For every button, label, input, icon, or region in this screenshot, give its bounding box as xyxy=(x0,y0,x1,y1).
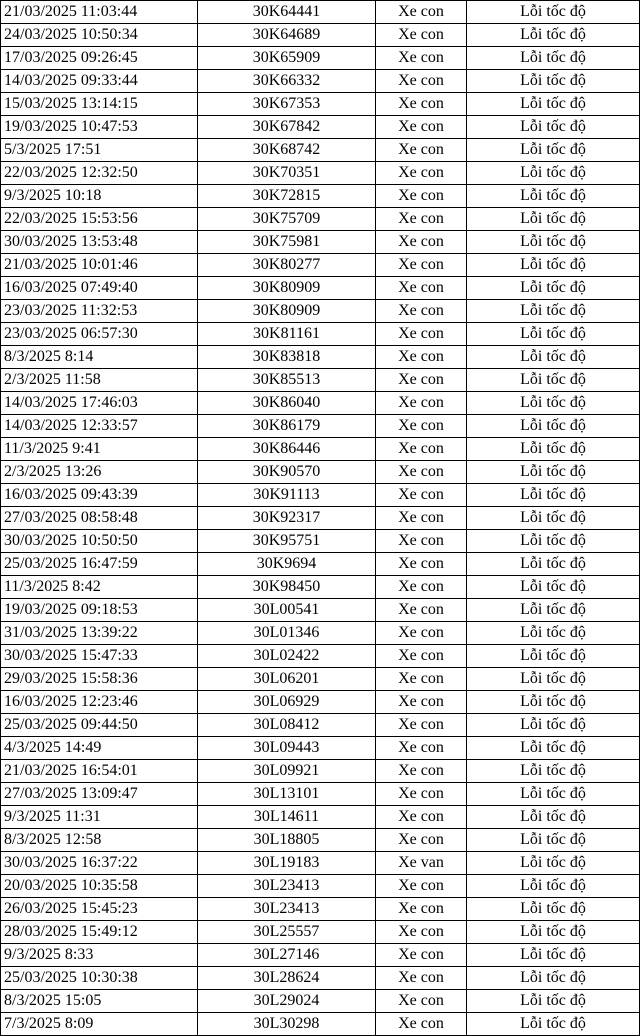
table-row xyxy=(1,461,640,484)
license-plate-cell: 30K75709 xyxy=(198,208,376,231)
violation-type-cell: Lỗi tốc độ xyxy=(467,622,640,645)
license-plate-cell: 30K65909 xyxy=(198,47,376,70)
timestamp-cell: 8/3/2025 8:14 xyxy=(1,346,198,369)
license-plate-cell: 30K95751 xyxy=(198,530,376,553)
license-plate-cell: 30L23413 xyxy=(198,898,376,921)
violation-type-cell: Lỗi tốc độ xyxy=(467,760,640,783)
license-plate-cell: 30K72815 xyxy=(198,185,376,208)
table-row xyxy=(1,116,640,139)
table-row xyxy=(1,1,640,24)
timestamp-cell: 11/3/2025 8:42 xyxy=(1,576,198,599)
table-row xyxy=(1,369,640,392)
violation-type-cell: Lỗi tốc độ xyxy=(467,829,640,852)
vehicle-type-cell: Xe con xyxy=(376,484,467,507)
table-row xyxy=(1,852,640,875)
vehicle-type-cell: Xe con xyxy=(376,760,467,783)
table-row xyxy=(1,783,640,806)
timestamp-cell: 29/03/2025 15:58:36 xyxy=(1,668,198,691)
license-plate-cell: 30L09443 xyxy=(198,737,376,760)
vehicle-type-cell: Xe con xyxy=(376,346,467,369)
table-row xyxy=(1,70,640,93)
license-plate-cell: 30K83818 xyxy=(198,346,376,369)
vehicle-type-cell: Xe con xyxy=(376,714,467,737)
timestamp-cell: 9/3/2025 8:33 xyxy=(1,944,198,967)
license-plate-cell: 30K80277 xyxy=(198,254,376,277)
table-row xyxy=(1,1013,640,1036)
violation-type-cell: Lỗi tốc độ xyxy=(467,967,640,990)
vehicle-type-cell: Xe con xyxy=(376,829,467,852)
vehicle-type-cell: Xe con xyxy=(376,691,467,714)
license-plate-cell: 30K9694 xyxy=(198,553,376,576)
vehicle-type-cell: Xe con xyxy=(376,24,467,47)
license-plate-cell: 30K86446 xyxy=(198,438,376,461)
vehicle-type-cell: Xe con xyxy=(376,93,467,116)
vehicle-type-cell: Xe con xyxy=(376,898,467,921)
table-row xyxy=(1,944,640,967)
violation-type-cell: Lỗi tốc độ xyxy=(467,415,640,438)
violation-type-cell: Lỗi tốc độ xyxy=(467,162,640,185)
violation-type-cell: Lỗi tốc độ xyxy=(467,576,640,599)
vehicle-type-cell: Xe con xyxy=(376,507,467,530)
table-row xyxy=(1,415,640,438)
violation-type-cell: Lỗi tốc độ xyxy=(467,1013,640,1036)
vehicle-type-cell: Xe con xyxy=(376,254,467,277)
violation-type-cell: Lỗi tốc độ xyxy=(467,599,640,622)
license-plate-cell: 30K90570 xyxy=(198,461,376,484)
violation-type-cell: Lỗi tốc độ xyxy=(467,277,640,300)
license-plate-cell: 30K67353 xyxy=(198,93,376,116)
timestamp-cell: 16/03/2025 12:23:46 xyxy=(1,691,198,714)
violation-type-cell: Lỗi tốc độ xyxy=(467,70,640,93)
timestamp-cell: 8/3/2025 15:05 xyxy=(1,990,198,1013)
license-plate-cell: 30K64689 xyxy=(198,24,376,47)
vehicle-type-cell: Xe con xyxy=(376,461,467,484)
vehicle-type-cell: Xe con xyxy=(376,208,467,231)
vehicle-type-cell: Xe con xyxy=(376,553,467,576)
violation-type-cell: Lỗi tốc độ xyxy=(467,898,640,921)
violation-type-cell: Lỗi tốc độ xyxy=(467,47,640,70)
table-row xyxy=(1,668,640,691)
timestamp-cell: 14/03/2025 12:33:57 xyxy=(1,415,198,438)
violation-type-cell: Lỗi tốc độ xyxy=(467,392,640,415)
timestamp-cell: 26/03/2025 15:45:23 xyxy=(1,898,198,921)
violation-type-cell: Lỗi tốc độ xyxy=(467,185,640,208)
license-plate-cell: 30L27146 xyxy=(198,944,376,967)
table-row xyxy=(1,162,640,185)
table-row xyxy=(1,392,640,415)
timestamp-cell: 20/03/2025 10:35:58 xyxy=(1,875,198,898)
timestamp-cell: 15/03/2025 13:14:15 xyxy=(1,93,198,116)
timestamp-cell: 21/03/2025 16:54:01 xyxy=(1,760,198,783)
table-row xyxy=(1,139,640,162)
timestamp-cell: 19/03/2025 10:47:53 xyxy=(1,116,198,139)
vehicle-type-cell: Xe con xyxy=(376,1,467,24)
table-row xyxy=(1,300,640,323)
table-row xyxy=(1,208,640,231)
license-plate-cell: 30L18805 xyxy=(198,829,376,852)
vehicle-type-cell: Xe con xyxy=(376,783,467,806)
table-row xyxy=(1,346,640,369)
violations-table-body xyxy=(1,1,640,1036)
license-plate-cell: 30K68742 xyxy=(198,139,376,162)
timestamp-cell: 25/03/2025 10:30:38 xyxy=(1,967,198,990)
vehicle-type-cell: Xe van xyxy=(376,852,467,875)
timestamp-cell: 19/03/2025 09:18:53 xyxy=(1,599,198,622)
license-plate-cell: 30K66332 xyxy=(198,70,376,93)
violation-type-cell: Lỗi tốc độ xyxy=(467,691,640,714)
vehicle-type-cell: Xe con xyxy=(376,116,467,139)
violation-type-cell: Lỗi tốc độ xyxy=(467,369,640,392)
violation-type-cell: Lỗi tốc độ xyxy=(467,553,640,576)
timestamp-cell: 7/3/2025 8:09 xyxy=(1,1013,198,1036)
table-row xyxy=(1,898,640,921)
table-row xyxy=(1,530,640,553)
table-row xyxy=(1,737,640,760)
timestamp-cell: 8/3/2025 12:58 xyxy=(1,829,198,852)
vehicle-type-cell: Xe con xyxy=(376,415,467,438)
violation-type-cell: Lỗi tốc độ xyxy=(467,944,640,967)
vehicle-type-cell: Xe con xyxy=(376,990,467,1013)
violation-type-cell: Lỗi tốc độ xyxy=(467,24,640,47)
vehicle-type-cell: Xe con xyxy=(376,185,467,208)
vehicle-type-cell: Xe con xyxy=(376,668,467,691)
license-plate-cell: 30K80909 xyxy=(198,300,376,323)
license-plate-cell: 30K75981 xyxy=(198,231,376,254)
violation-type-cell: Lỗi tốc độ xyxy=(467,346,640,369)
table-row xyxy=(1,323,640,346)
table-row xyxy=(1,507,640,530)
license-plate-cell: 30L30298 xyxy=(198,1013,376,1036)
timestamp-cell: 23/03/2025 06:57:30 xyxy=(1,323,198,346)
license-plate-cell: 30L06929 xyxy=(198,691,376,714)
timestamp-cell: 25/03/2025 16:47:59 xyxy=(1,553,198,576)
timestamp-cell: 4/3/2025 14:49 xyxy=(1,737,198,760)
vehicle-type-cell: Xe con xyxy=(376,438,467,461)
vehicle-type-cell: Xe con xyxy=(376,576,467,599)
table-row xyxy=(1,645,640,668)
vehicle-type-cell: Xe con xyxy=(376,70,467,93)
license-plate-cell: 30L02422 xyxy=(198,645,376,668)
license-plate-cell: 30K85513 xyxy=(198,369,376,392)
violation-type-cell: Lỗi tốc độ xyxy=(467,714,640,737)
license-plate-cell: 30L29024 xyxy=(198,990,376,1013)
timestamp-cell: 22/03/2025 12:32:50 xyxy=(1,162,198,185)
license-plate-cell: 30L25557 xyxy=(198,921,376,944)
vehicle-type-cell: Xe con xyxy=(376,921,467,944)
table-row xyxy=(1,24,640,47)
license-plate-cell: 30K86040 xyxy=(198,392,376,415)
vehicle-type-cell: Xe con xyxy=(376,139,467,162)
violation-type-cell: Lỗi tốc độ xyxy=(467,93,640,116)
timestamp-cell: 23/03/2025 11:32:53 xyxy=(1,300,198,323)
vehicle-type-cell: Xe con xyxy=(376,392,467,415)
timestamp-cell: 9/3/2025 10:18 xyxy=(1,185,198,208)
timestamp-cell: 24/03/2025 10:50:34 xyxy=(1,24,198,47)
license-plate-cell: 30L13101 xyxy=(198,783,376,806)
vehicle-type-cell: Xe con xyxy=(376,231,467,254)
license-plate-cell: 30K70351 xyxy=(198,162,376,185)
timestamp-cell: 22/03/2025 15:53:56 xyxy=(1,208,198,231)
violation-type-cell: Lỗi tốc độ xyxy=(467,783,640,806)
violation-type-cell: Lỗi tốc độ xyxy=(467,921,640,944)
timestamp-cell: 30/03/2025 10:50:50 xyxy=(1,530,198,553)
table-row xyxy=(1,875,640,898)
license-plate-cell: 30K81161 xyxy=(198,323,376,346)
vehicle-type-cell: Xe con xyxy=(376,622,467,645)
license-plate-cell: 30L01346 xyxy=(198,622,376,645)
vehicle-type-cell: Xe con xyxy=(376,599,467,622)
timestamp-cell: 14/03/2025 09:33:44 xyxy=(1,70,198,93)
vehicle-type-cell: Xe con xyxy=(376,806,467,829)
vehicle-type-cell: Xe con xyxy=(376,300,467,323)
violation-type-cell: Lỗi tốc độ xyxy=(467,507,640,530)
license-plate-cell: 30L28624 xyxy=(198,967,376,990)
timestamp-cell: 30/03/2025 13:53:48 xyxy=(1,231,198,254)
violation-type-cell: Lỗi tốc độ xyxy=(467,737,640,760)
vehicle-type-cell: Xe con xyxy=(376,530,467,553)
violation-type-cell: Lỗi tốc độ xyxy=(467,1,640,24)
license-plate-cell: 30L09921 xyxy=(198,760,376,783)
license-plate-cell: 30L23413 xyxy=(198,875,376,898)
vehicle-type-cell: Xe con xyxy=(376,967,467,990)
timestamp-cell: 14/03/2025 17:46:03 xyxy=(1,392,198,415)
violation-type-cell: Lỗi tốc độ xyxy=(467,484,640,507)
table-row xyxy=(1,921,640,944)
violation-type-cell: Lỗi tốc độ xyxy=(467,254,640,277)
table-row xyxy=(1,576,640,599)
vehicle-type-cell: Xe con xyxy=(376,162,467,185)
vehicle-type-cell: Xe con xyxy=(376,944,467,967)
timestamp-cell: 28/03/2025 15:49:12 xyxy=(1,921,198,944)
timestamp-cell: 17/03/2025 09:26:45 xyxy=(1,47,198,70)
license-plate-cell: 30K64441 xyxy=(198,1,376,24)
table-row xyxy=(1,967,640,990)
violation-type-cell: Lỗi tốc độ xyxy=(467,990,640,1013)
violation-type-cell: Lỗi tốc độ xyxy=(467,208,640,231)
timestamp-cell: 21/03/2025 11:03:44 xyxy=(1,1,198,24)
timestamp-cell: 5/3/2025 17:51 xyxy=(1,139,198,162)
violation-type-cell: Lỗi tốc độ xyxy=(467,645,640,668)
table-row xyxy=(1,691,640,714)
vehicle-type-cell: Xe con xyxy=(376,277,467,300)
license-plate-cell: 30L19183 xyxy=(198,852,376,875)
table-row xyxy=(1,185,640,208)
violation-type-cell: Lỗi tốc độ xyxy=(467,300,640,323)
timestamp-cell: 16/03/2025 07:49:40 xyxy=(1,277,198,300)
table-row xyxy=(1,714,640,737)
table-row xyxy=(1,990,640,1013)
table-row xyxy=(1,599,640,622)
vehicle-type-cell: Xe con xyxy=(376,47,467,70)
violation-type-cell: Lỗi tốc độ xyxy=(467,139,640,162)
violation-type-cell: Lỗi tốc độ xyxy=(467,875,640,898)
license-plate-cell: 30L00541 xyxy=(198,599,376,622)
license-plate-cell: 30K67842 xyxy=(198,116,376,139)
vehicle-type-cell: Xe con xyxy=(376,323,467,346)
violation-type-cell: Lỗi tốc độ xyxy=(467,530,640,553)
table-row xyxy=(1,438,640,461)
table-row xyxy=(1,484,640,507)
timestamp-cell: 9/3/2025 11:31 xyxy=(1,806,198,829)
timestamp-cell: 30/03/2025 16:37:22 xyxy=(1,852,198,875)
table-row xyxy=(1,254,640,277)
timestamp-cell: 2/3/2025 13:26 xyxy=(1,461,198,484)
timestamp-cell: 21/03/2025 10:01:46 xyxy=(1,254,198,277)
vehicle-type-cell: Xe con xyxy=(376,645,467,668)
license-plate-cell: 30L14611 xyxy=(198,806,376,829)
license-plate-cell: 30K80909 xyxy=(198,277,376,300)
table-row xyxy=(1,760,640,783)
violation-type-cell: Lỗi tốc độ xyxy=(467,668,640,691)
timestamp-cell: 27/03/2025 08:58:48 xyxy=(1,507,198,530)
violation-type-cell: Lỗi tốc độ xyxy=(467,806,640,829)
violation-type-cell: Lỗi tốc độ xyxy=(467,852,640,875)
license-plate-cell: 30K92317 xyxy=(198,507,376,530)
violation-type-cell: Lỗi tốc độ xyxy=(467,438,640,461)
license-plate-cell: 30K91113 xyxy=(198,484,376,507)
timestamp-cell: 25/03/2025 09:44:50 xyxy=(1,714,198,737)
table-row xyxy=(1,93,640,116)
table-row xyxy=(1,231,640,254)
timestamp-cell: 27/03/2025 13:09:47 xyxy=(1,783,198,806)
timestamp-cell: 30/03/2025 15:47:33 xyxy=(1,645,198,668)
vehicle-type-cell: Xe con xyxy=(376,369,467,392)
table-row xyxy=(1,47,640,70)
violation-type-cell: Lỗi tốc độ xyxy=(467,116,640,139)
license-plate-cell: 30K98450 xyxy=(198,576,376,599)
table-row xyxy=(1,829,640,852)
license-plate-cell: 30L08412 xyxy=(198,714,376,737)
table-row xyxy=(1,622,640,645)
vehicle-type-cell: Xe con xyxy=(376,1013,467,1036)
timestamp-cell: 11/3/2025 9:41 xyxy=(1,438,198,461)
violation-type-cell: Lỗi tốc độ xyxy=(467,461,640,484)
timestamp-cell: 16/03/2025 09:43:39 xyxy=(1,484,198,507)
timestamp-cell: 2/3/2025 11:58 xyxy=(1,369,198,392)
table-row xyxy=(1,806,640,829)
license-plate-cell: 30K86179 xyxy=(198,415,376,438)
table-row xyxy=(1,553,640,576)
violation-type-cell: Lỗi tốc độ xyxy=(467,323,640,346)
violation-type-cell: Lỗi tốc độ xyxy=(467,231,640,254)
timestamp-cell: 31/03/2025 13:39:22 xyxy=(1,622,198,645)
table-row xyxy=(1,277,640,300)
vehicle-type-cell: Xe con xyxy=(376,875,467,898)
vehicle-type-cell: Xe con xyxy=(376,737,467,760)
license-plate-cell: 30L06201 xyxy=(198,668,376,691)
